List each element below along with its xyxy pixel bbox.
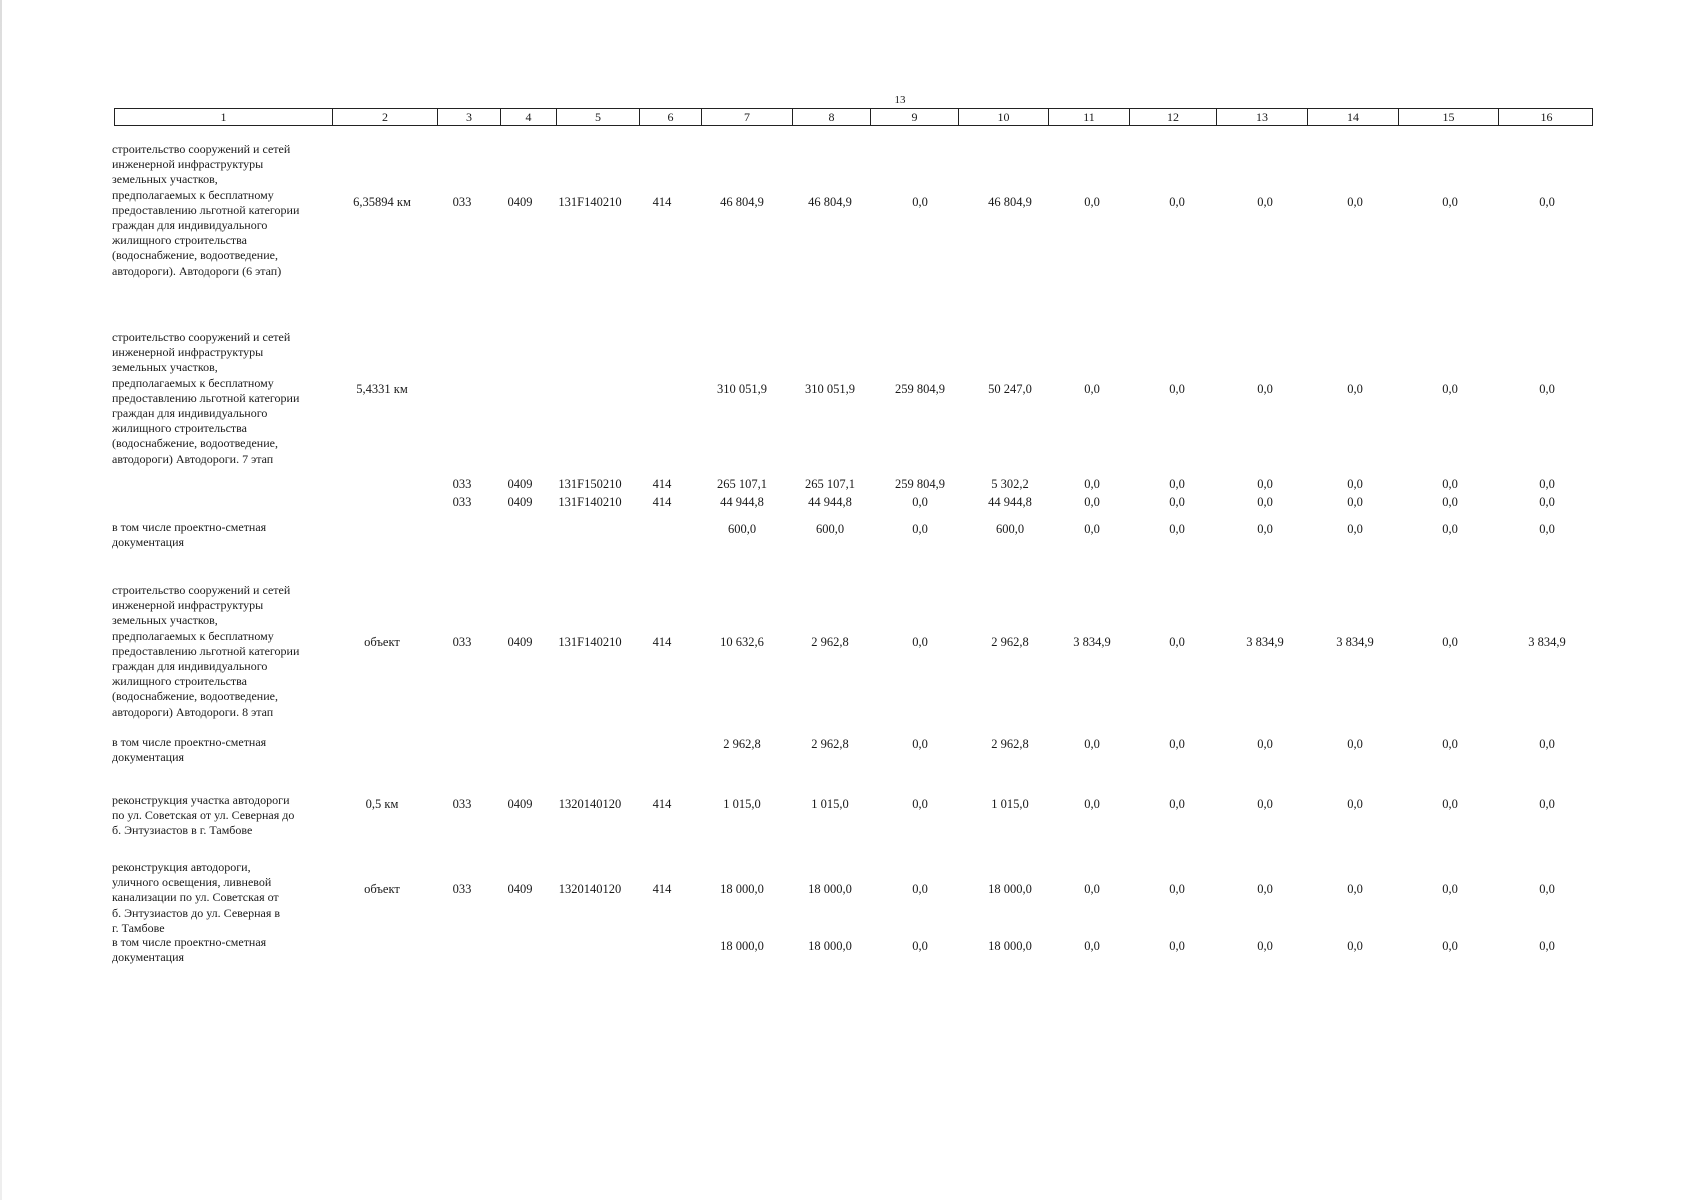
cell-col-11: 0,0 [1084,495,1100,509]
cell-col-7: 310 051,9 [717,382,767,396]
cell-col-9: 0,0 [912,522,928,536]
cell-col-4: 0409 [507,495,533,509]
cell-col-6: 414 [652,797,672,811]
cell-col-10: 5 302,2 [991,477,1029,491]
cell-col-10: 1 015,0 [991,797,1029,811]
cell-col-8: 265 107,1 [805,477,855,491]
cell-col-6: 414 [652,195,672,209]
cell-col-14: 0,0 [1347,882,1363,896]
cell-col-7: 46 804,9 [720,195,764,209]
cell-col-13: 0,0 [1257,797,1273,811]
cell-col-12: 0,0 [1169,495,1185,509]
cell-col-7: 2 962,8 [723,737,761,751]
cell-col-9: 0,0 [912,939,928,953]
cell-col-5: 1320140120 [558,797,622,811]
cell-col-3: 033 [452,495,472,509]
cell-col-7: 18 000,0 [720,939,764,953]
page-number: 13 [894,94,906,106]
cell-col-12: 0,0 [1169,635,1185,649]
column-header-12: 12 [1130,109,1217,125]
column-header-9: 9 [871,109,959,125]
row-description: реконструкция участка автодороги по ул. Советская от ул. Северная до б. Энтузиастов в г. Тамбове [112,793,295,838]
scan-edge [0,0,2,1200]
cell-col-8: 1 015,0 [811,797,849,811]
cell-col-11: 0,0 [1084,737,1100,751]
cell-col-6: 414 [652,635,672,649]
cell-col-12: 0,0 [1169,382,1185,396]
column-header-15: 15 [1399,109,1499,125]
cell-col-12: 0,0 [1169,522,1185,536]
cell-col-15: 0,0 [1442,495,1458,509]
cell-col-11: 0,0 [1084,797,1100,811]
cell-col-10: 18 000,0 [988,882,1032,896]
cell-col-9: 0,0 [912,882,928,896]
row-description: строительство сооружений и сетей инженерной инфраструктуры земельных участков, предполагаемых к бесплатному предоставлению льготной категории граждан для индивидуального жилищного строительства (водоснабжение, водоотведение, автодороги) Автодороги. 7 этап [112,330,300,466]
cell-col-8: 18 000,0 [808,939,852,953]
column-header-4: 4 [501,109,557,125]
cell-col-11: 0,0 [1084,382,1100,396]
cell-col-10: 50 247,0 [988,382,1032,396]
cell-col-8: 2 962,8 [811,635,849,649]
cell-col-2: 6,35894 км [353,195,411,209]
cell-col-6: 414 [652,495,672,509]
column-header-6: 6 [640,109,702,125]
cell-col-14: 0,0 [1347,522,1363,536]
cell-col-10: 46 804,9 [988,195,1032,209]
column-header-2: 2 [333,109,438,125]
cell-col-6: 414 [652,882,672,896]
cell-col-16: 0,0 [1539,882,1555,896]
cell-col-12: 0,0 [1169,939,1185,953]
cell-col-9: 0,0 [912,195,928,209]
cell-col-5: 131F140210 [558,635,622,649]
cell-col-12: 0,0 [1169,797,1185,811]
column-header-11: 11 [1049,109,1130,125]
cell-col-2: 5,4331 км [356,382,408,396]
cell-col-9: 259 804,9 [895,477,945,491]
cell-col-11: 0,0 [1084,882,1100,896]
cell-col-9: 0,0 [912,797,928,811]
column-header-row [114,108,1593,126]
cell-col-14: 0,0 [1347,477,1363,491]
cell-col-15: 0,0 [1442,882,1458,896]
cell-col-13: 0,0 [1257,495,1273,509]
cell-col-7: 1 015,0 [723,797,761,811]
cell-col-11: 3 834,9 [1073,635,1111,649]
cell-col-13: 0,0 [1257,477,1273,491]
column-header-13: 13 [1217,109,1308,125]
column-header-7: 7 [702,109,793,125]
cell-col-15: 0,0 [1442,195,1458,209]
cell-col-16: 0,0 [1539,195,1555,209]
cell-col-15: 0,0 [1442,522,1458,536]
cell-col-14: 0,0 [1347,382,1363,396]
cell-col-16: 0,0 [1539,522,1555,536]
column-header-5: 5 [557,109,640,125]
cell-col-13: 0,0 [1257,522,1273,536]
column-header-10: 10 [959,109,1049,125]
cell-col-11: 0,0 [1084,195,1100,209]
cell-col-15: 0,0 [1442,797,1458,811]
cell-col-7: 18 000,0 [720,882,764,896]
cell-col-14: 0,0 [1347,797,1363,811]
cell-col-8: 310 051,9 [805,382,855,396]
row-description: в том числе проектно-сметная документация [112,735,267,765]
cell-col-11: 0,0 [1084,939,1100,953]
cell-col-12: 0,0 [1169,882,1185,896]
cell-col-8: 46 804,9 [808,195,852,209]
cell-col-14: 0,0 [1347,195,1363,209]
cell-col-13: 0,0 [1257,882,1273,896]
cell-col-13: 0,0 [1257,382,1273,396]
column-header-16: 16 [1540,110,1553,124]
row-description: в том числе проектно-сметная документация [112,935,267,965]
cell-col-4: 0409 [507,882,533,896]
row-description: строительство сооружений и сетей инженерной инфраструктуры земельных участков, предполагаемых к бесплатному предоставлению льготной категории граждан для индивидуального жилищного строительства (водоснабжение, водоотведение, автодороги). Автодороги (6 этап) [112,142,300,278]
cell-col-16: 0,0 [1539,495,1555,509]
cell-col-11: 0,0 [1084,522,1100,536]
cell-col-16: 0,0 [1539,797,1555,811]
cell-col-16: 0,0 [1539,939,1555,953]
cell-col-4: 0409 [507,195,533,209]
column-header-1: 1 [115,109,333,125]
cell-col-9: 0,0 [912,495,928,509]
cell-col-15: 0,0 [1442,477,1458,491]
cell-col-2: объект [364,882,400,896]
cell-col-8: 18 000,0 [808,882,852,896]
cell-col-13: 0,0 [1257,939,1273,953]
cell-col-13: 0,0 [1257,195,1273,209]
cell-col-14: 0,0 [1347,495,1363,509]
cell-col-14: 3 834,9 [1336,635,1374,649]
cell-col-3: 033 [452,635,472,649]
row-description: в том числе проектно-сметная документация [112,520,267,550]
cell-col-13: 0,0 [1257,737,1273,751]
cell-col-5: 1320140120 [558,882,622,896]
cell-col-16: 0,0 [1539,477,1555,491]
cell-col-4: 0409 [507,635,533,649]
cell-col-7: 10 632,6 [720,635,764,649]
cell-col-16: 3 834,9 [1528,635,1566,649]
cell-col-7: 44 944,8 [720,495,764,509]
cell-col-9: 259 804,9 [895,382,945,396]
column-header-8: 8 [793,109,871,125]
cell-col-15: 0,0 [1442,382,1458,396]
cell-col-13: 3 834,9 [1246,635,1284,649]
row-description: реконструкция автодороги, уличного освещения, ливневой канализации по ул. Советская от б. Энтузиастов до ул. Северная в г. Тамбове [112,860,280,935]
cell-col-3: 033 [452,195,472,209]
cell-col-3: 033 [452,797,472,811]
cell-col-11: 0,0 [1084,477,1100,491]
cell-col-10: 44 944,8 [988,495,1032,509]
cell-col-15: 0,0 [1442,939,1458,953]
cell-col-4: 0409 [507,797,533,811]
row-description: строительство сооружений и сетей инженерной инфраструктуры земельных участков, предполагаемых к бесплатному предоставлению льготной категории граждан для индивидуального жилищного строительства (водоснабжение, водоотведение, автодороги) Автодороги. 8 этап [112,583,300,719]
column-header-14: 14 [1308,109,1399,125]
cell-col-3: 033 [452,882,472,896]
cell-col-2: 0,5 км [365,797,399,811]
cell-col-10: 600,0 [995,522,1025,536]
cell-col-14: 0,0 [1347,737,1363,751]
cell-col-5: 131F140210 [558,195,622,209]
cell-col-7: 600,0 [727,522,757,536]
column-header-3: 3 [438,109,501,125]
cell-col-4: 0409 [507,477,533,491]
cell-col-15: 0,0 [1442,635,1458,649]
cell-col-6: 414 [652,477,672,491]
cell-col-10: 18 000,0 [988,939,1032,953]
cell-col-12: 0,0 [1169,477,1185,491]
cell-col-10: 2 962,8 [991,737,1029,751]
cell-col-16: 0,0 [1539,382,1555,396]
cell-col-9: 0,0 [912,737,928,751]
cell-col-2: объект [364,635,400,649]
cell-col-5: 131F140210 [558,495,622,509]
cell-col-8: 2 962,8 [811,737,849,751]
cell-col-8: 44 944,8 [808,495,852,509]
cell-col-14: 0,0 [1347,939,1363,953]
cell-col-12: 0,0 [1169,737,1185,751]
cell-col-10: 2 962,8 [991,635,1029,649]
cell-col-5: 131F150210 [558,477,622,491]
cell-col-8: 600,0 [815,522,845,536]
cell-col-9: 0,0 [912,635,928,649]
cell-col-12: 0,0 [1169,195,1185,209]
cell-col-16: 0,0 [1539,737,1555,751]
cell-col-3: 033 [452,477,472,491]
cell-col-15: 0,0 [1442,737,1458,751]
cell-col-7: 265 107,1 [717,477,767,491]
